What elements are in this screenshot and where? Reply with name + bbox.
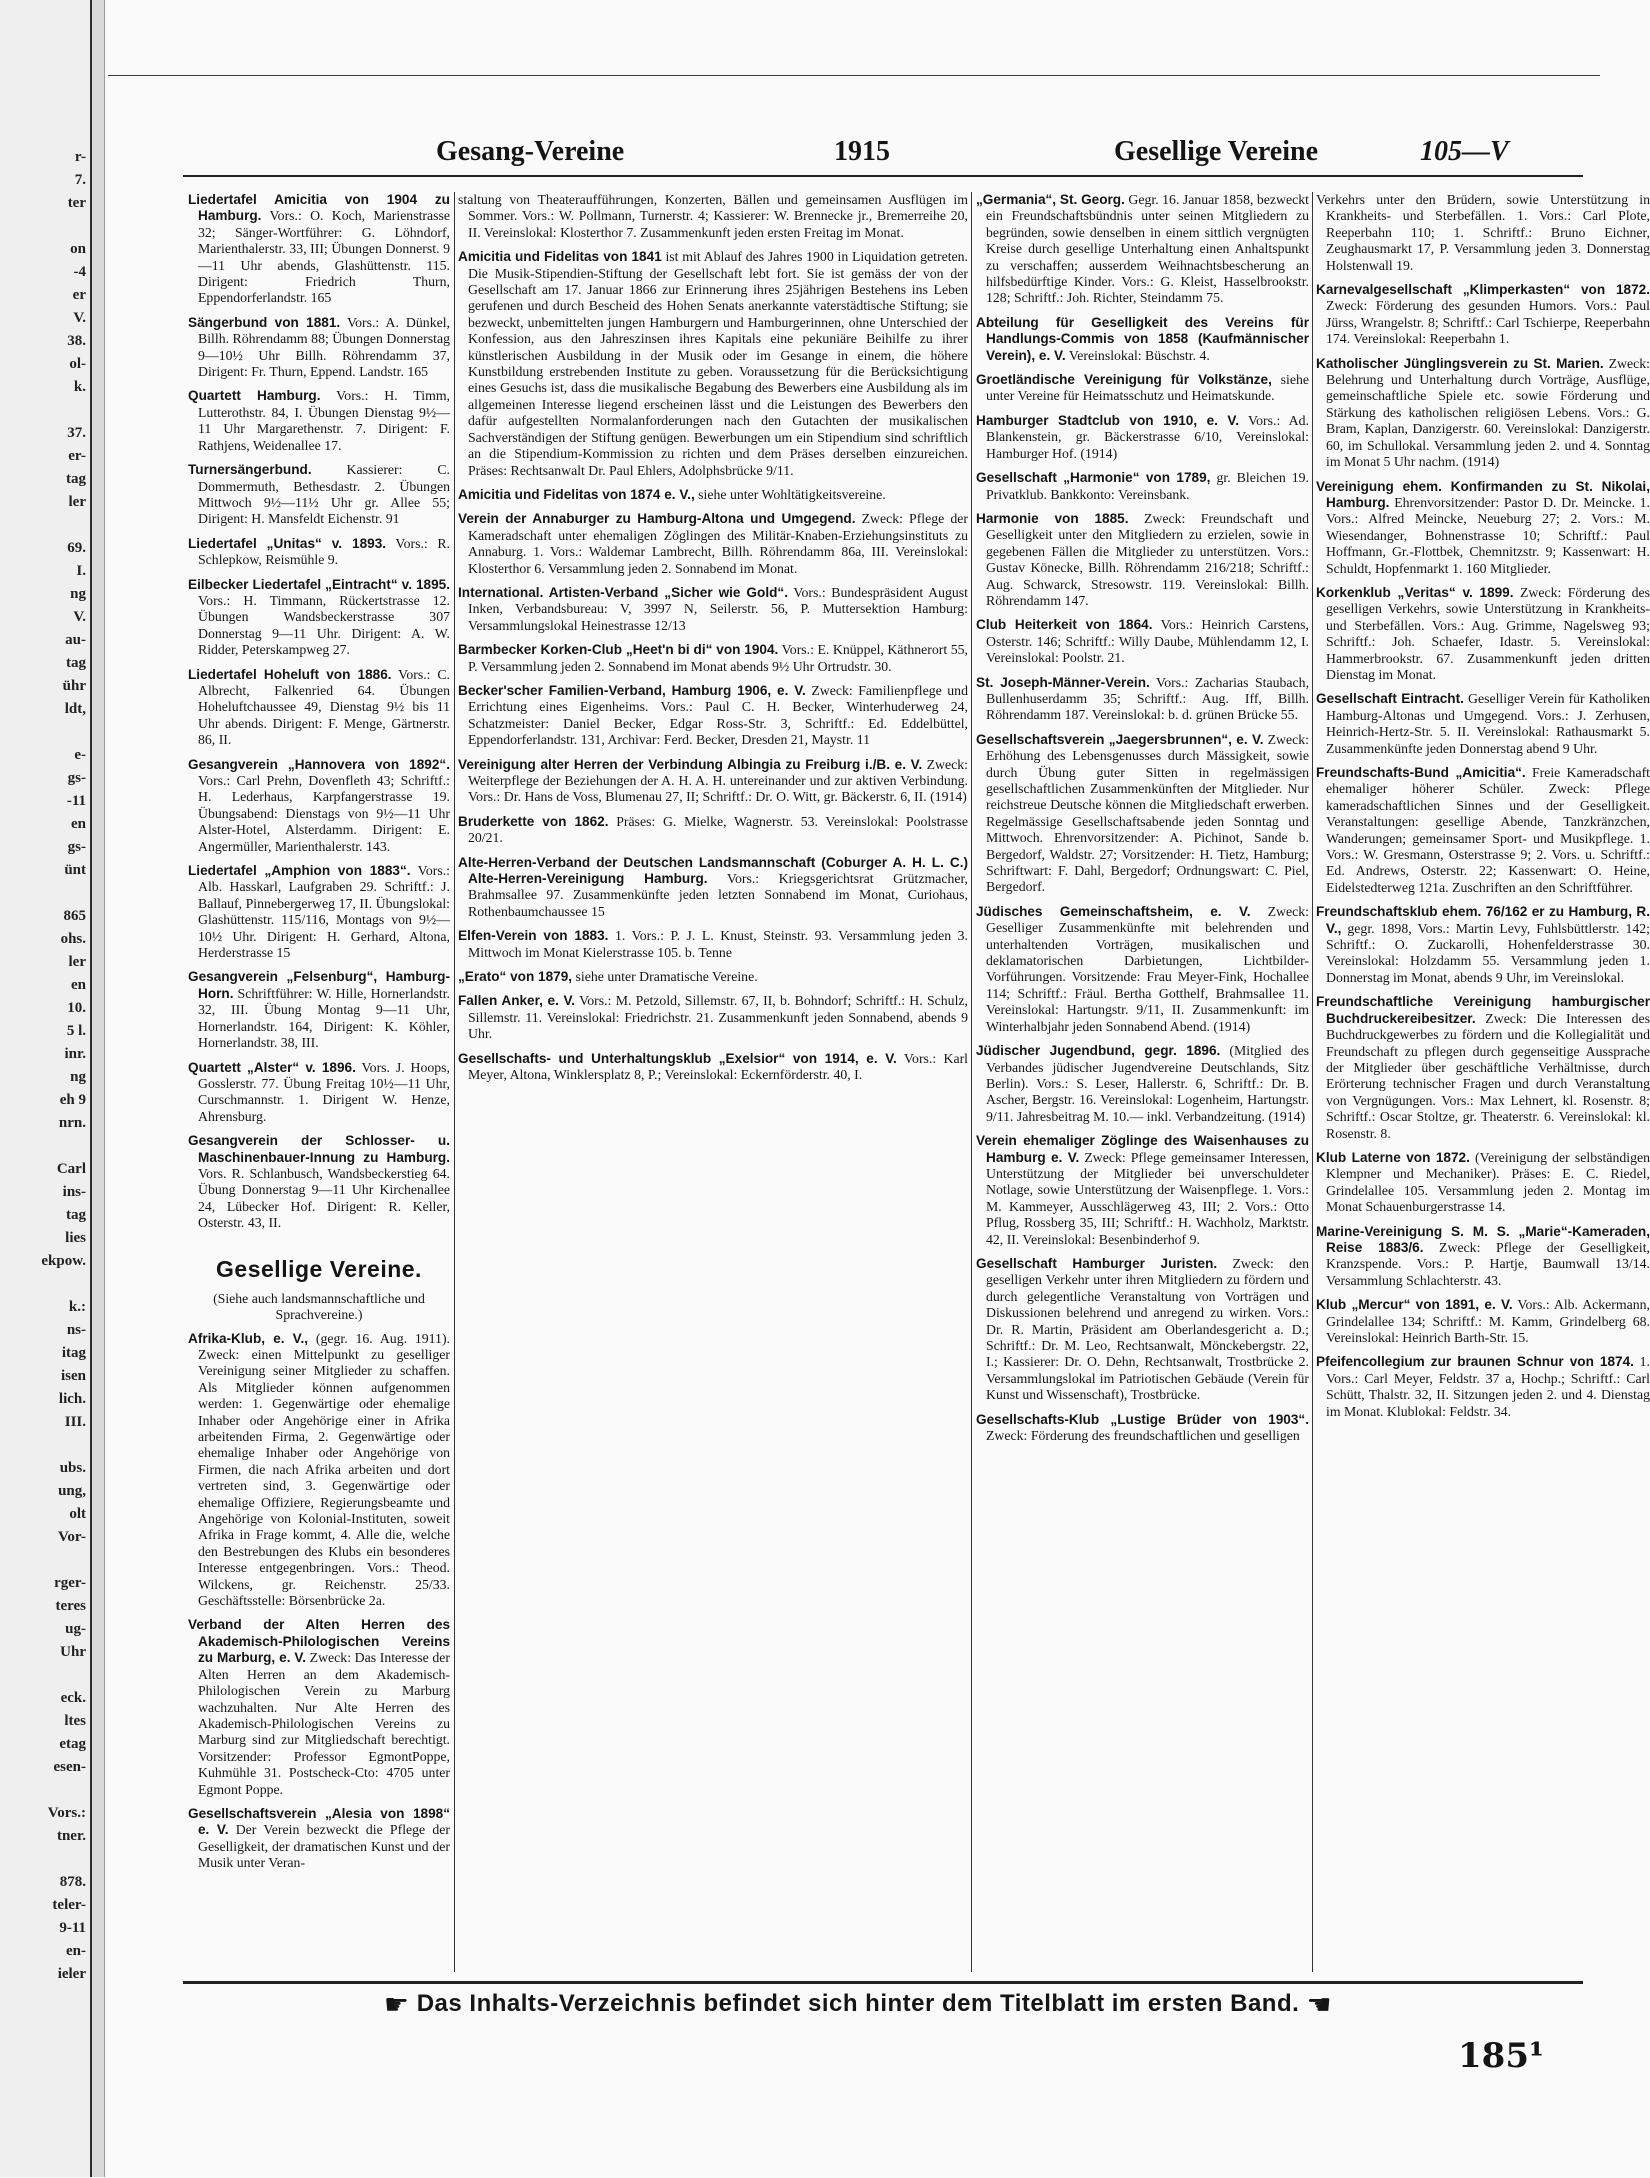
- column-2: [458, 192, 968, 1972]
- prev-page-fragment: 9-11: [59, 1920, 86, 1936]
- directory-entry: [458, 1051, 968, 1084]
- previous-page-edge: [0, 0, 92, 2177]
- entry-name: Becker'scher Familien-Verband, Hamburg 1906, e. V.: [458, 682, 806, 698]
- prev-page-fragment: ohs.: [60, 931, 86, 947]
- entry-name: Verein ehemaliger Zöglinge des Waisenhauses zu Hamburg e. V.: [976, 1133, 1309, 1165]
- prev-page-fragment: ekpow.: [41, 1253, 86, 1269]
- entry-text: siehe unter Dramatische Vereine.: [575, 969, 758, 985]
- entry-name: Jüdischer Jugendbund, gegr. 1896.: [976, 1043, 1221, 1059]
- entry-text: gegr. 1898, Vors.: Martin Levy, Fuhlsbüttlerstr. 142; Schriftf.: O. Zuckarolli, Hohenfelderstrasse 30. Vereinslokal: Holzdamm 55. Versammlung jeden 1. Donnerstag im Monat, abends 9 Uhr, im Vereinslokal.: [1326, 920, 1650, 985]
- entry-name: „Germania“, St. Georg.: [976, 192, 1125, 207]
- directory-entry: [1316, 1297, 1650, 1346]
- entry-name: Freundschafts-Bund „Amicitia“.: [1316, 765, 1526, 780]
- prev-page-fragment: ltes: [64, 1713, 86, 1729]
- entry-name: Liedertafel Hoheluft von 1886.: [188, 666, 392, 682]
- entry-name: Club Heiterkeit von 1864.: [976, 617, 1153, 633]
- prev-page-fragment: ug-: [65, 1621, 86, 1637]
- entry-text: siehe unter Vereine für Heimatsschutz und Heimatskunde.: [986, 372, 1309, 404]
- entry-name: Klub Laterne von 1872.: [1316, 1149, 1470, 1165]
- directory-entry: [976, 372, 1309, 405]
- pointing-hand-left-icon: ☚: [1306, 1989, 1333, 2020]
- entry-text: 1. Vors.: P. J. L. Knust, Steinstr. 93. Versammlung jeden 3. Mittwoch im Monat Kielerstrasse 105. b. Tenne: [468, 928, 969, 960]
- directory-entry: [458, 855, 968, 921]
- header-rule: [183, 175, 1583, 177]
- directory-entry: [188, 667, 450, 749]
- entry-name: Fallen Anker, e. V.: [458, 993, 576, 1009]
- entry-name: Verband der Alten Herren des Akademisch-Philologischen Vereins zu Marburg, e. V.: [188, 1617, 450, 1666]
- entry-text: Zweck: Belehrung und Unterhaltung durch Vorträge, Ausflüge, gemeinschaftliche Spiele etc. sowie Förderung und Stärkung des katholischen religiösen Lebens. Vors.: G. Bram, Kaplan, Danzigerstr. 60. Vereinslokal: Danzigerstr. 60, im Schullokal. Versammlung jeden 2. und 4. Sonntag im Monat 5 Uhr nachm. (1914): [1326, 355, 1650, 470]
- prev-page-fragment: ler: [68, 494, 86, 510]
- entry-text: Vors.: Ad. Blankenstein, gr. Bäckerstrasse 6/10, Vereinslokal: Hamburger Hof. (1914): [986, 412, 1309, 461]
- prev-page-fragment: ldt,: [64, 701, 86, 717]
- prev-page-fragment: -11: [66, 793, 86, 809]
- entry-name: Liedertafel „Unitas“ v. 1893.: [188, 535, 387, 551]
- entry-name: Gesellschafts-Klub „Lustige Brüder von 1903“.: [976, 1411, 1309, 1427]
- entry-name: Jüdisches Gemeinschaftsheim, e. V.: [976, 903, 1251, 919]
- entry-name: Karnevalgesellschaft „Klimperkasten“ von 1872.: [1316, 282, 1650, 298]
- entry-text: Vors.: R. Schlepkow, Reismühle 9.: [198, 535, 450, 568]
- entry-text: Zweck: Familienpflege und Errichtung eines Eigenheims. Vors.: Paul C. H. Becker, Winterhuderweg 24, Schatzmeister: Daniel Becker, Edgar Ross-Str. 3, Schriftf.: Ed. Eddelbüttel, Eppendorferlandstr. 131, Archivar: Ferd. Becker, Dresden 21, Maystr. 11: [468, 682, 968, 748]
- directory-entry: [188, 1617, 450, 1797]
- entry-text: Vors.: Heinrich Carstens, Osterstr. 146; Schriftf.: Willy Daube, Mühlendamm 12, I. Vereinslokal: Poolstr. 21.: [986, 617, 1310, 666]
- prev-page-fragment: olt: [69, 1506, 86, 1522]
- entry-name: Pfeifencollegium zur braunen Schnur von 1874.: [1316, 1354, 1634, 1370]
- column-rule: [1312, 192, 1313, 1972]
- prev-page-fragment: teler-: [52, 1897, 86, 1913]
- prev-page-fragment: ns-: [66, 1322, 86, 1338]
- directory-entry: [188, 1331, 450, 1610]
- prev-page-fragment: Uhr: [60, 1644, 86, 1660]
- prev-page-fragment: 7.: [74, 172, 86, 188]
- entry-text: Der Verein bezweckt die Pflege der Geselligkeit, der dramatischen Kunst und der Musik unter Veran-: [198, 1822, 451, 1871]
- entry-text: Ehrenvorsitzender: Pastor D. Dr. Meincke. 1. Vors.: Alfred Meincke, Neueburg 27; 2. Vors.: M. Wiesendanger, Bohnenstrasse 10; Schriftf.: Paul Hoffmann, Gr.-Flottbek, Chemnitzstr. 9; Kassenwart: H. Schuldt, Hopfenmarkt 1. 160 Mitglieder.: [1326, 494, 1650, 576]
- entry-name: Gesellschaftsverein „Alesia von 1898“ e. V.: [188, 1805, 450, 1838]
- entry-name: Korkenklub „Veritas“ v. 1899.: [1316, 584, 1514, 600]
- entry-name: International. Artisten-Verband „Sicher wie Gold“.: [458, 584, 788, 600]
- directory-entry: [976, 617, 1309, 666]
- running-header: [108, 131, 1600, 181]
- entry-text: Vors.: M. Petzold, Sillemstr. 67, II, b. Bohndorf; Schriftf.: H. Schulz, Sillemstr. 11. Vereinslokal: Friedrichstr. 21. Zusammenkunft jeden Sonnabend, abends 9 Uhr.: [468, 993, 968, 1042]
- entry-text: ist mit Ablauf des Jahres 1900 in Liquidation getreten. Die Musik-Stipendien-Stiftung der Gesellschaft lebt fort. Sie ist gemäss der von der Gesellschaft am 17. Januar 1866 zur Erinnerung ihres 25jährigen Bestehens ins Leben gerufenen und durch Bescheid des Hohen Senats anerkannte vaterstädtische Stiftung; sie bezweckt, unbemittelten jungen Hamburgern und Hamburgerinnen, ohne Unterschied der Konfession, aus den Jahreszinsen ihres Kapitals eine pekuniäre Beihilfe zu ihrer künstlerischen Ausbildung in der Musik oder im Gesange in einem, die höhere Kunstbildung erstrebenden Institute zu geben. Voraussetzung für die Berücksichtigung eines Gesuchs ist, dass die musikalische Begabung des Bewerbers eine Ausbildung als im allgemeinen Interesse liegend erscheinen lässt und die Leistungen des Bewerbers den dafür aufgestellten Normalanforderungen nach den Gutachten der musikalischen Sachverständigen der Stiftung genügen. Bewerbungen um ein Stipendium sind schriftlich an die Stipendium-Kommission zu richten und dem Präses derselben einzureichen. Präses: Rechtsanwalt Dr. Paul Ehlers, Adolphsbrücke 9/11.: [468, 249, 968, 478]
- prev-page-fragment: ol-: [69, 356, 86, 372]
- prev-page-fragment: lies: [65, 1230, 86, 1246]
- entry-name: Harmonie von 1885.: [976, 510, 1129, 526]
- directory-entry: [458, 814, 968, 847]
- entry-text: Zweck: Förderung des geselligen Verkehrs, sowie Unterstützung in Krankheits- und Sterbefällen. Vors.: Aug. Grimme, Nagelsweg 93; Schriftf.: Joh. Schaefer, Idastr. 5. Vereinslokal: Hammerbrookstr. 67. Zusammenkunft jeden dritten Dienstag im Monat.: [1326, 584, 1650, 682]
- entry-text: Verkehrs unter den Brüdern, sowie Unterstützung in Krankheits- und Sterbefällen. 1. Vors.: Carl Plote, Reeperbahn 110; 1. Schriftf.: Bruno Eichner, Zeughausmarkt 17, P. Versammlung jeden 3. Donnerstag Holstenwall 19.: [1316, 192, 1650, 273]
- entry-text: (Vereinigung der selbständigen Klempner und Mechaniker). Präses: E. C. Riedel, Grindelallee 105. Versammlung jeden 2. Montag im Monat Schauenburgerstrasse 14.: [1326, 1149, 1650, 1215]
- prev-page-fragment: k.: [73, 379, 86, 395]
- directory-entry: [1316, 356, 1650, 471]
- entry-name: Hamburger Stadtclub von 1910, e. V.: [976, 412, 1240, 428]
- book-gutter: [92, 0, 105, 2177]
- entry-text: siehe unter Wohltätigkeitsvereine.: [698, 486, 886, 502]
- directory-entry: [188, 388, 450, 454]
- entry-name: St. Joseph-Männer-Verein.: [976, 674, 1150, 690]
- prev-page-fragment: teres: [55, 1598, 86, 1614]
- column-1: [188, 192, 450, 1972]
- entry-name: Vereinigung alter Herren der Verbindung Albingia zu Freiburg i./B. e. V.: [458, 756, 923, 772]
- entry-name: Bruderkette von 1862.: [458, 813, 609, 829]
- directory-entry: [976, 413, 1309, 462]
- header-year: 1915: [834, 136, 890, 167]
- entry-text: Zweck: Pflege der Kameradschaft unter ehemaligen Zöglingen des Militär-Knaben-Erziehungsinstituts zu Annaburg. 1. Vors.: Waldemar Lambrecht, Billh. Röhrendamm 86a, III. Vereinslokal: Klosterthor 6. Versammlung jeden 2. Sonnabend im Monat.: [468, 511, 968, 576]
- pointing-hand-right-icon: ☛: [383, 1989, 410, 2020]
- prev-page-fragment: eh 9: [59, 1092, 86, 1108]
- entry-text: Vors.: Alb. Ackermann, Grindelallee 134; Schriftf.: M. Kamm, Grindelberg 68. Vereinslokal: Heinrich Barth-Str. 15.: [1326, 1297, 1650, 1345]
- directory-entry: [458, 683, 968, 749]
- directory-entry: [1316, 1354, 1650, 1420]
- entry-name: Elfen-Verein von 1883.: [458, 928, 609, 944]
- entry-text: staltung von Theateraufführungen, Konzerten, Bällen und gemeinsamen Ausflügen im Sommer. Vors.: W. Pollmann, Turnerstr. 4; Kassierer: W. Brennecke jr., Bremerreihe 20, II. Vereinslokal: Klosterthor 7. Zusammenkunft jeden ersten Freitag im Monat.: [458, 192, 968, 240]
- gesang-vereine-list: [188, 192, 450, 1232]
- prev-page-fragment: on: [70, 241, 86, 257]
- directory-entry: [976, 192, 1309, 307]
- prev-page-fragment: 10.: [67, 1000, 86, 1016]
- entry-text: Schriftführer: W. Hille, Hornerlandstr. 32, III. Übung Montag 9—11 Uhr, Hornerlandstr. 164, Dirigent: K. Köhler, Hornerlandstr. 38, III.: [198, 985, 450, 1051]
- directory-entry: [976, 1256, 1309, 1404]
- entry-text: Zweck: Weiterpflege der Beziehungen der A. H. A. H. untereinander und zur aktiven Verbindung. Vors.: Dr. Hans de Voss, Blumenau 27, II; Schriftf.: Dr. O. Witt, gr. Bäckerstr. 6, II. (1914): [468, 756, 968, 805]
- entry-name: Quartett „Alster“ v. 1896.: [188, 1059, 356, 1075]
- directory-entry: [188, 863, 450, 961]
- prev-page-fragment: rger-: [54, 1575, 86, 1591]
- directory-entry: [188, 1806, 450, 1872]
- prev-page-fragment: er: [72, 287, 86, 303]
- prev-page-fragment: gs-: [67, 839, 86, 855]
- directory-entry: [188, 462, 450, 528]
- directory-entry: [1316, 904, 1650, 986]
- entry-name: Vereinigung ehem. Konfirmanden zu St. Nikolai, Hamburg.: [1316, 478, 1650, 510]
- entry-text: Zweck: Die Interessen des Buchdruckgewerbes zu fördern und die Kollegialität und Freundschaft zu pflegen durch gegenseitige Aussprache der Mitglieder über geschäftliche Verhältnisse, durch Erörterung technischer Fragen und durch Veranstaltung von Vergnügungen. Vors.: Max Lehnert, kl. Rosenstr. 8; Schriftf.: Oscar Stoltze, gr. Theaterstr. 6. Vereinslokal: kl. Rosenstr. 8.: [1326, 1010, 1650, 1141]
- directory-entry: [458, 249, 968, 479]
- entry-name: Eilbecker Liedertafel „Eintracht“ v. 1895.: [188, 576, 450, 592]
- directory-entry: [976, 315, 1309, 364]
- prev-page-fragment: 5 l.: [66, 1023, 86, 1039]
- entry-name: Klub „Mercur“ von 1891, e. V.: [1316, 1297, 1513, 1313]
- directory-entry: [976, 511, 1309, 609]
- prev-page-fragment: 865: [63, 908, 86, 924]
- directory-entry: [976, 675, 1309, 724]
- prev-page-fragment: V.: [73, 609, 86, 625]
- directory-entry: [1316, 479, 1650, 577]
- prev-page-fragment: Vors.:: [47, 1805, 86, 1821]
- prev-page-fragment: ler: [68, 954, 86, 970]
- directory-entry: [458, 511, 968, 577]
- directory-entry: [1316, 691, 1650, 757]
- entry-text: Vereinslokal: Büschstr. 4.: [1068, 347, 1210, 363]
- entry-text: Kassierer: C. Dommermuth, Bethesdastr. 2. Übungen Mittwoch 9½—11½ Uhr gr. Allee 55; Dirigent: H. Mansfeldt Eichenstr. 91: [198, 462, 451, 527]
- prev-page-fragment: nrn.: [58, 1115, 86, 1131]
- directory-entry: [188, 969, 450, 1051]
- prev-page-fragment: gs-: [67, 770, 86, 786]
- prev-page-fragment: k.:: [68, 1299, 86, 1315]
- directory-entry: [976, 732, 1309, 896]
- entry-text: Vors.: Alb. Hasskarl, Laufgraben 29. Schriftf.: J. Ballauf, Pinnebergerweg 17, II. Übungslokal: Glashüttenstr. 115/116, Montags von 9½—10½ Uhr. Dirigent: H. Gerhard, Altona, Herderstrasse 15: [198, 863, 451, 961]
- entry-name: Groetländische Vereinigung für Volkstänze,: [976, 372, 1272, 388]
- entry-name: Verein der Annaburger zu Hamburg-Altona und Umgegend.: [458, 511, 856, 527]
- prev-page-fragment: -4: [73, 264, 86, 280]
- entry-text: Gegr. 16. Januar 1858, bezweckt ein Freundschaftsbündnis unter seinen Mitgliedern zu begründen, sowie denselben in einem sittlich vergnügten Kreise durch gesellige Unterhaltung einen Anhaltspunkt zu verschaffen; ausserdem Weihnachtsbescherung an hilfsbedürftige Kinder. Vors.: G. Kleist, Hasselbrookstr. 128; Schriftf.: Joh. Richter, Steindamm 75.: [986, 192, 1309, 306]
- entry-text: Vors.: Bundespräsident August Inken, Verbandsbureau: V, 3997 N, Seilerstr. 56, P. Muttersektion Hamburg: Versammlungslokal Heinestrasse 12/13: [468, 584, 968, 633]
- prev-page-fragment: en: [71, 977, 86, 993]
- entry-text: Zweck: Erhöhung des Lebensgenusses durch Mässigkeit, sowie durch Übung guter Sitten in regelmässigen gesellschaftlichen Zusammenkünften der Mitglieder. Nur reichstreue Deutsche können die Mitgliedschaft erwerben. Regelmässige Gesellschaftsabende jeden Sonntag und Mittwoch. Ehrenvorsitzender: A. Pichinot, Sande b. Bergedorf, Waldstr. 27; Vorsitzender: H. Tietz, Hamburg; Schriftwart: F. Dahl, Bergedorf; Ordnungswart: C. Piel, Bergedorf.: [986, 731, 1309, 895]
- directory-entry: [1316, 1150, 1650, 1216]
- directory-entry: [458, 757, 968, 806]
- column-4: [1316, 192, 1650, 1972]
- entry-text: Vors.: O. Koch, Marienstrasse 32; Sänger-Wortführer: G. Löhndorf, Marienthalerstr. 33, III; Übungen Donnerst. 9—11 Uhr abends, Glashüttenstr. 115. Dirigent: Friedrich Thurn, Eppendorferlandstr. 165: [198, 208, 450, 306]
- directory-entry: [458, 928, 968, 961]
- prev-page-fragment: ter: [67, 195, 86, 211]
- directory-entry: [1316, 1224, 1650, 1290]
- entry-name: Quartett Hamburg.: [188, 388, 321, 404]
- prev-page-fragment: I.: [76, 563, 86, 579]
- entry-text: Präses: G. Mielke, Wagnerstr. 53. Vereinslokal: Poolstrasse 20/21.: [468, 813, 968, 846]
- entry-text: Zweck: Das Interesse der Alten Herren an dem Akademisch-Philologischen Verein zu Marburg wachzuhalten. Nur Alte Herren des Akademisch-Philologischen Vereins zu Marburg sind zur Mitgliedschaft berechtigt. Vorsitzender: Professor EgmontPoppe, Kuhmühle 31. Postscheck-Cto: 4705 unter Egmont Poppe.: [198, 1650, 450, 1797]
- entry-text: Geselliger Verein für Katholiken Hamburg-Altonas und Umgegend. Vors.: J. Zerhusen, Heinrich-Hertz-Str. 5. II. Vereinslokal: Rathausmarkt 5. Zusammenkünfte jeden Donnerstag abend 9 Uhr.: [1326, 691, 1650, 756]
- entry-text: 1. Vors.: Carl Meyer, Feldstr. 37 a, Hochp.; Schriftf.: Carl Schütt, Thalstr. 32, II. Sitzungen jeden 2. und 4. Dienstag im Monat. Klublokal: Feldstr. 34.: [1326, 1354, 1650, 1419]
- prev-page-fragment: tag: [66, 655, 86, 671]
- prev-page-fragment: ng: [70, 1069, 86, 1085]
- directory-entry: [188, 315, 450, 381]
- entry-name: Alte-Herren-Verband der Deutschen Landsmannschaft (Coburger A. H. L. C.) Alte-Herren-Vereinigung Hamburg.: [458, 854, 968, 887]
- directory-entry: [976, 1412, 1309, 1445]
- entry-name: Liedertafel „Amphion von 1883“.: [188, 863, 411, 879]
- entry-name: Gesellschaft Eintracht.: [1316, 691, 1464, 707]
- page-number: 185¹: [1458, 2036, 1544, 2076]
- prev-page-fragment: er-: [68, 448, 86, 464]
- prev-page-fragment: ieler: [57, 1966, 86, 1982]
- directory-entry: [1316, 282, 1650, 348]
- entry-text: Vors.: Kriegsgerichtsrat Grützmacher, Brahmsallee 97. Zusammenkünfte jeden letzten Sonnabend im Monat, Curiohaus, Rothenbaumchaussee 15: [468, 871, 968, 919]
- entry-text: Zweck: Pflege der Geselligkeit, Kranzspende. Vors.: P. Hartje, Baumwall 13/14. Versammlung Schlachterstr. 43.: [1326, 1239, 1650, 1288]
- entry-name: Katholischer Jünglingsverein zu St. Marien.: [1316, 355, 1604, 371]
- prev-page-fragment: ng: [70, 586, 86, 602]
- directory-entry: [458, 487, 968, 503]
- header-right-title: Gesellige Vereine: [1114, 136, 1318, 167]
- prev-page-fragment: Carl: [56, 1161, 86, 1177]
- prev-page-fragment: ins-: [62, 1184, 86, 1200]
- prev-page-fragment: tag: [66, 471, 86, 487]
- entry-text: Vors.: H. Timmann, Rückertstrasse 12. Übungen Wandsbeckerstrasse 307 Donnerstag 9—11 Uhr. Dirigent: A. W. Ridder, Peterskampweg 27.: [198, 592, 450, 658]
- directory-entry: [188, 1133, 450, 1231]
- prev-page-fragment: au-: [65, 632, 86, 648]
- gesellige-vereine-list: [188, 1331, 450, 1872]
- entry-text: Vors.: E. Knüppel, Käthnerort 55, P. Versammlung jeden 2. Sonnabend im Monat abends 9½ Uhr Ortrudstr. 30.: [468, 642, 968, 674]
- directory-entry: [188, 192, 450, 307]
- entry-name: Amicitia und Fidelitas von 1841: [458, 249, 662, 265]
- entry-text: Vors.: Carl Prehn, Dovenfleth 43; Schriftf.: H. Lederhaus, Karpfangerstrasse 19. Übungsabend: Dienstags von 9½—11 Uhr Alster-Hotel, Alsterdamm. Dirigent: E. Angermüller, Marienthalerstr. 143.: [198, 773, 450, 854]
- directory-entry: [458, 642, 968, 675]
- directory-entry: [458, 969, 968, 985]
- prev-page-fragment: V.: [73, 310, 86, 326]
- entry-text: Zweck: den geselligen Verkehr unter ihren Mitgliedern zu fördern und durch gelegentliche Veranstaltung von Vorträgen und Diskussionen belehrend und anregend zu wirken. Vors.: Dr. R. Martin, Präsident am Oberlandesgericht a. D.; Schriftf.: Dr. M. Leo, Rechtsanwalt, Mönckebergstr. 22, I.; Kassierer: Dr. O. Dehn, Rechtsanwalt, Trostbrücke 2. Versammlungslokal im Patriotischen Gebäude (Verein für Kunst und Wissenschaft), Trostbrücke.: [986, 1255, 1309, 1403]
- prev-page-fragment: ubs.: [59, 1460, 86, 1476]
- directory-entry: [976, 1043, 1309, 1125]
- prev-page-fragment: III.: [64, 1414, 86, 1430]
- prev-page-fragment: esen-: [53, 1759, 86, 1775]
- entry-text: Vors.: Zacharias Staubach, Bullenhuserdamm 35; Schriftf.: Aug. Iff, Billh. Röhrendamm 187. Vereinslokal: b. d. grünen Brücke 55.: [986, 674, 1310, 723]
- entry-text: Zweck: Pflege gemeinsamer Interessen, Unterstützung der Mitglieder bei unverschuldeter Notlage, sowie Unterstützung der Waisenpflege. 1. Vors.: M. Kammeyer, Ausschlägerweg 43, III; 2. Vors.: Otto Pflug, Rossberg 35, III; Schriftf.: H. Wachholz, Marktstr. 42, II. Vereinslokal: Besenbinderhof 9.: [986, 1149, 1309, 1247]
- footer-notice-text: Das Inhalts-Verzeichnis befindet sich hinter dem Titelblatt im ersten Band.: [416, 1989, 1300, 2017]
- prev-page-fragment: 69.: [67, 540, 86, 556]
- prev-page-fragment: 878.: [59, 1874, 86, 1890]
- prev-page-fragment: etag: [59, 1736, 86, 1752]
- section-title: Gesellige Vereine.: [216, 1255, 422, 1282]
- prev-page-fragment: lich.: [58, 1391, 86, 1407]
- entry-text: Vors. R. Schlanbusch, Wandsbeckerstieg 64. Übung Donnerstag 9—11 Uhr Kirchenallee 24, Lübecker Hof. Dirigent: R. Keller, Osterstr. 43, II.: [198, 1165, 450, 1231]
- directory-entry: [976, 1133, 1309, 1248]
- prev-page-fragment: en: [71, 816, 86, 832]
- directory-entry: [188, 536, 450, 569]
- footer-rule: [183, 1981, 1583, 1984]
- directory-entry: [976, 904, 1309, 1035]
- entry-name: Gesellschaftsverein „Jaegersbrunnen“, e. V.: [976, 731, 1264, 747]
- entry-name: Barmbecker Korken-Club „Heet'n bi di“ von 1904.: [458, 642, 779, 658]
- directory-entry: [188, 1060, 450, 1126]
- entry-text: (gegr. 16. Aug. 1911). Zweck: einen Mittelpunkt zu geselliger Vereinigung seiner Mitglieder zu schaffen. Als Mitglieder können aufgenommen werden: 1. Gegenwärtige oder ehemalige Inhaber oder Angehörige einer in Afrika arbeitenden Firma, 2. Gegenwärtige oder ehemalige Inhaber oder Angehörige von Firmen, die nach Afrika arbeiten und dort vertreten sind, 3. Gegenwärtige oder ehemalige Offiziere, Regierungsbeamte und Angehörige von Kolonial-Instituten, soweit Afrika in Frage kommt, 4. Alle die, welche den Bestrebungen des Klubs ein besonderes Interesse entgegenbringen. Vors.: Theod. Wilckens, gr. Reichenstr. 25/33. Geschäftsstelle: Börsenbrücke 2a.: [198, 1330, 450, 1609]
- directory-entry: [458, 993, 968, 1042]
- entry-name: Freundschaftliche Vereinigung hamburgischer Buchdruckereibesitzer.: [1316, 994, 1650, 1026]
- entry-text: Vors. J. Hoops, Gosslerstr. 77. Übung Freitag 10½—11 Uhr, Curschmannstr. 1. Dirigent W. Henze, Ahrensburg.: [198, 1059, 450, 1124]
- prev-page-fragment: ung,: [58, 1483, 86, 1499]
- directory-entry: [458, 585, 968, 634]
- prev-page-fragment: ühr: [62, 678, 86, 694]
- prev-page-fragment: 38.: [67, 333, 86, 349]
- entry-name: Gesangverein „Felsenburg“, Hamburg-Horn.: [188, 969, 450, 1001]
- directory-entry: [1316, 765, 1650, 896]
- directory-entry: [188, 577, 450, 659]
- entry-name: Liedertafel Amicitia von 1904 zu Hamburg.: [188, 192, 450, 224]
- entry-name: Marine-Vereinigung S. M. S. „Marie“-Kameraden, Reise 1883/6.: [1316, 1223, 1650, 1255]
- column-rule: [971, 192, 972, 1972]
- directory-entry: [458, 192, 968, 241]
- entry-name: Afrika-Klub, e. V.,: [188, 1330, 309, 1346]
- prev-page-fragment: itag: [61, 1345, 86, 1361]
- directory-entry: [1316, 192, 1650, 274]
- prev-page-fragment: tag: [66, 1207, 86, 1223]
- prev-page-fragment: eck.: [60, 1690, 86, 1706]
- entry-name: Freundschaftsklub ehem. 76/162 er zu Hamburg, R. V.,: [1316, 904, 1650, 936]
- entry-text: Zweck: Förderung des freundschaftlichen und geselligen: [986, 1428, 1300, 1444]
- prev-page-fragment: inr.: [64, 1046, 86, 1062]
- prev-page-fragment: ünt: [64, 862, 86, 878]
- directory-entry: [1316, 585, 1650, 683]
- entry-text: Zweck: Freundschaft und Geselligkeit unter den Mitgliedern zu erzielen, sowie in gegebenen Fällen die Mitglieder zu unterstützen. Vors.: Gustav Könecke, Billh. Röhrendamm 216/218; Schriftf.: Aug. Schwarck, Stresowstr. 119. Vereinslokal: Billh. Röhrendamm 147.: [986, 510, 1310, 608]
- prev-page-fragment: tner.: [56, 1828, 86, 1844]
- entry-name: Abteilung für Geselligkeit des Vereins für Handlungs-Commis von 1858 (Kaufmännischer Verein), e. V.: [976, 314, 1309, 363]
- header-page-number: 105—V: [1420, 136, 1509, 167]
- column-3: [976, 192, 1309, 1972]
- prev-page-fragment: 37.: [67, 425, 86, 441]
- entry-name: Gesellschaft Hamburger Juristen.: [976, 1255, 1218, 1271]
- header-left-title: Gesang-Vereine: [436, 136, 625, 167]
- directory-entry: [976, 470, 1309, 503]
- prev-page-fragment: en-: [66, 1943, 86, 1959]
- entry-text: Vors.: C. Albrecht, Falkenried 64. Übungen Hoheluftchaussee 49, Dienstag 9½ bis 11 Uhr abends. Dirigent: F. Menge, Gärtnerstr. 86, II.: [198, 666, 450, 748]
- entry-name: Gesellschafts- und Unterhaltungsklub „Exelsior“ von 1914, e. V.: [458, 1050, 897, 1066]
- entry-text: Zweck: Förderung des gesunden Humors. Vors.: Paul Jürss, Wrangelstr. 8; Schriftf.: Carl Tschierpe, Reeperbahn 174. Vereinslokal: Reeperbahn 1.: [1326, 298, 1650, 347]
- entry-name: Gesangverein „Hannovera von 1892“.: [188, 756, 450, 772]
- entry-text: Vors.: A. Dünkel, Billh. Röhrendamm 88; Übungen Donnerstag 9—10½ Uhr Billh. Röhrendamm 37, Dirigent: Fr. Thurn, Eppend. Landstr. 165: [198, 314, 451, 380]
- footer-notice: [308, 1988, 1408, 2021]
- directory-entry: [188, 757, 450, 855]
- prev-page-fragment: r-: [74, 149, 86, 165]
- directory-page: [108, 75, 1650, 2178]
- entry-text: (Mitglied des Verbandes jüdischer Jugendvereine Deutschlands, Sitz Berlin). Vors.: S. Leser, Hallerstr. 6, Schriftf.: Dr. B. Ascher, Bergstr. 16. Vereinslokal: Logenheim, Hartungstr. 9/11. Jahresbeitrag M. 10.— inkl. Verbandzeitung. (1914): [986, 1043, 1309, 1124]
- entry-text: gr. Bleichen 19. Privatklub. Bankkonto: Vereinsbank.: [986, 470, 1310, 502]
- entry-text: Freie Kameradschaft ehemaliger höherer Schüler. Zweck: Pflege kameradschaftlichen Sinnes und der Geselligkeit. Veranstaltungen: gesellige Abende, Tanzkränzchen, Wanderungen; gemeinsamer Sport- und Musikpflege. 1. Vors.: W. Gresmann, Osterstrasse 9; 2. Vors. u. Schriftf.: Ed. Andrews, Osterstr. 22; Kassenwart: O. Heine, Eidelstedterweg 121a. Zuschriften an den Schriftführer.: [1326, 765, 1650, 895]
- section-note: (Siehe auch landsmannschaftliche und Sprachvereine.): [213, 1290, 425, 1322]
- entry-name: Sängerbund von 1881.: [188, 314, 341, 330]
- prev-page-fragment: e-: [74, 747, 86, 763]
- column-rule: [454, 192, 455, 1972]
- entry-name: Amicitia und Fidelitas von 1874 e. V.,: [458, 486, 695, 502]
- directory-entry: [1316, 994, 1650, 1142]
- entry-text: Vors.: H. Timm, Lutterothstr. 84, I. Übungen Dienstag 9½—11 Uhr Margarethenstr. 7. Dirigent: F. Rathjens, Weidenallee 17.: [198, 388, 450, 453]
- entry-text: Zweck: Geselliger Zusammenkünfte mit belehrenden und unterhaltenden Vorträgen, musikalischen und deklamatorischen Darbietungen, Lichtbilder-Vorführungen. Vorsitzende: Frau Meyer-Fink, Hochallee 114; Schriftf.: Fräul. Bertha Gotthelf, Brahmsallee 11. Vereinslokal: Hartungstr. 9/11, II. Zusammenkunft: im Winterhalbjahr jeden Sonnabend Abend. (1914): [986, 903, 1309, 1034]
- entry-name: „Erato“ von 1879,: [458, 969, 573, 985]
- entry-name: Gesellschaft „Harmonie“ von 1789,: [976, 470, 1211, 486]
- entry-name: Gesangverein der Schlosser- u. Maschinenbauer-Innung zu Hamburg.: [188, 1133, 450, 1165]
- entry-name: Turnersängerbund.: [188, 462, 312, 478]
- entry-text: Vors.: Karl Meyer, Altona, Winklersplatz 8, P.; Vereinslokal: Eckernförderstr. 40, I.: [468, 1050, 969, 1083]
- prev-page-fragment: isen: [60, 1368, 86, 1384]
- prev-page-fragment: Vor-: [57, 1529, 86, 1545]
